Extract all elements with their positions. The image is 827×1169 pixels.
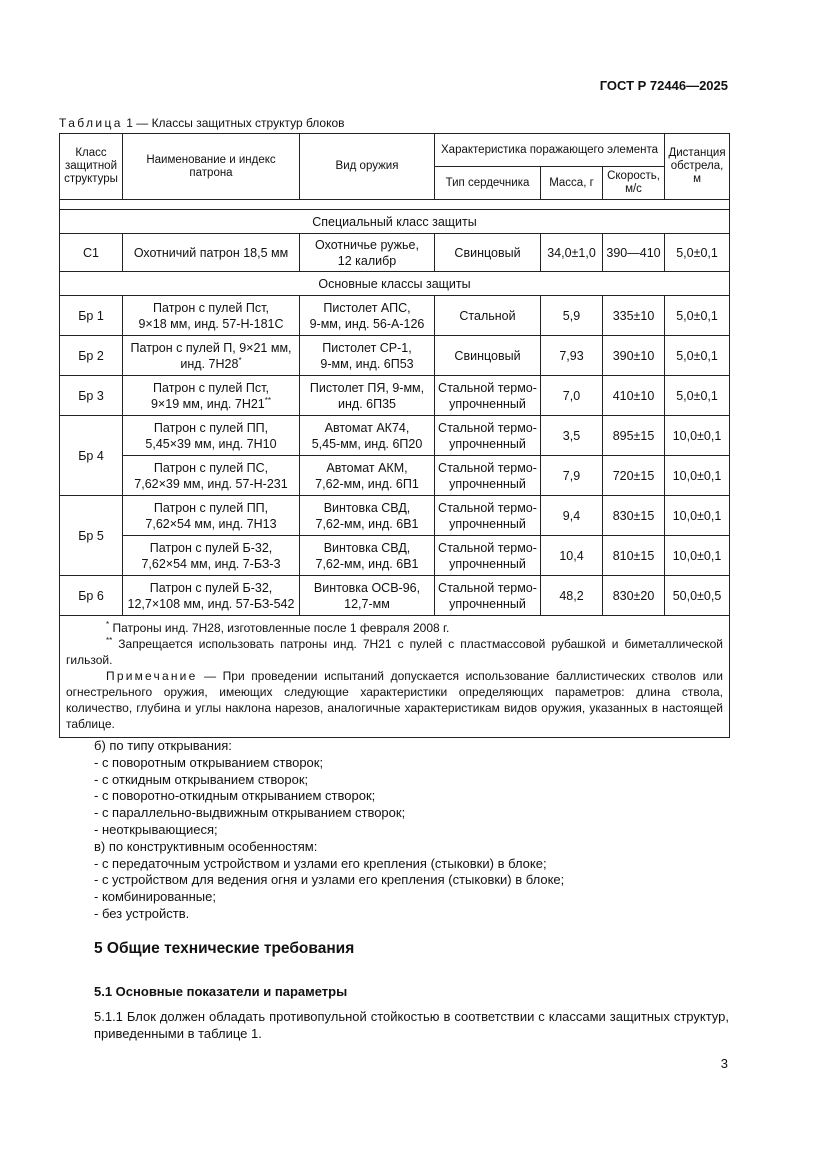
cell-speed: 830±15 xyxy=(603,496,665,536)
cell-distance: 5,0±0,1 xyxy=(665,376,730,416)
cell-name: Охотничий патрон 18,5 мм xyxy=(123,234,300,272)
header-distance: Дистанция обстрела, м xyxy=(665,134,730,200)
cell-weapon: Охотничье ружье, 12 калибр xyxy=(300,234,435,272)
list-item: - неоткрывающиеся; xyxy=(94,821,218,837)
cell-weapon: Винтовка ОСВ-96, 12,7-мм xyxy=(300,576,435,616)
cell-distance: 10,0±0,1 xyxy=(665,416,730,456)
cell-speed: 720±15 xyxy=(603,456,665,496)
cell-name: Патрон с пулей ПП, 5,45×39 мм, инд. 7Н10 xyxy=(123,416,300,456)
cell-class: Бр 5 xyxy=(60,496,123,576)
table-caption xyxy=(59,116,345,130)
header-characteristic: Характеристика поражающего элемента xyxy=(435,134,665,167)
protection-classes-table xyxy=(59,133,730,738)
cell-mass: 5,9 xyxy=(541,296,603,336)
cell-distance: 50,0±0,5 xyxy=(665,576,730,616)
cell-speed: 830±20 xyxy=(603,576,665,616)
list-item: - без устройств. xyxy=(94,905,190,921)
cell-distance: 10,0±0,1 xyxy=(665,496,730,536)
header-name: Наименование и индекс патрона xyxy=(123,134,300,200)
cell-class: Бр 6 xyxy=(60,576,123,616)
list-item: - с передаточным устройством и узлами его крепления (стыковки) в блоке; xyxy=(94,855,547,871)
cell-core: Свинцовый xyxy=(435,234,541,272)
cell-weapon: Пистолет СР-1, 9-мм, инд. 6П53 xyxy=(300,336,435,376)
header-core: Тип сердечника xyxy=(435,167,541,200)
table-row xyxy=(60,376,730,416)
section-main: Основные классы защиты xyxy=(60,272,730,296)
cell-name: Патрон с пулей Б-32, 7,62×54 мм, инд. 7-БЗ-3 xyxy=(123,536,300,576)
table-row xyxy=(60,536,730,576)
header-speed: Скорость, м/с xyxy=(603,167,665,200)
cell-mass: 9,4 xyxy=(541,496,603,536)
table-row xyxy=(60,576,730,616)
section-title: 5 Общие технические требования xyxy=(94,940,355,957)
cell-class: Бр 3 xyxy=(60,376,123,416)
cell-weapon: Пистолет АПС, 9-мм, инд. 56-А-126 xyxy=(300,296,435,336)
cell-mass: 7,93 xyxy=(541,336,603,376)
table-note: Примечание — При проведении испытаний допускается использование баллистических стволов или огнестрельного оружия, имеющих следующие характеристики определяющих параметров: длина ствола, количество, глубина и углы наклона нарезов, аналогичные характеристикам видов оружия, указанных в настоящей таблице. xyxy=(66,669,724,731)
cell-core: Стальной термо- упрочненный xyxy=(435,376,541,416)
cell-speed: 810±15 xyxy=(603,536,665,576)
cell-speed: 410±10 xyxy=(603,376,665,416)
cell-class: Бр 1 xyxy=(60,296,123,336)
cell-name: Патрон с пулей Пст, 9×18 мм, инд. 57-Н-181С xyxy=(123,296,300,336)
footnote-2: ** Запрещается использовать патроны инд. 7Н21 с пулей с пластмассовой рубашкой и биметаллической гильзой. xyxy=(66,636,724,667)
list-item: - с поворотным открыванием створок; xyxy=(94,754,324,770)
list-v-title: в) по конструктивным особенностям: xyxy=(94,838,318,854)
cell-name: Патрон с пулей П, 9×21 мм, инд. 7Н28* xyxy=(123,336,300,376)
cell-mass: 10,4 xyxy=(541,536,603,576)
cell-speed: 335±10 xyxy=(603,296,665,336)
cell-mass: 7,0 xyxy=(541,376,603,416)
cell-distance: 5,0±0,1 xyxy=(665,234,730,272)
header-class: Класс защитной структуры xyxy=(60,134,123,200)
cell-speed: 390±10 xyxy=(603,336,665,376)
table-notes xyxy=(60,616,730,738)
cell-mass: 7,9 xyxy=(541,456,603,496)
table-row xyxy=(60,496,730,536)
header-mass: Масса, г xyxy=(541,167,603,200)
cell-core: Стальной термо- упрочненный xyxy=(435,496,541,536)
page-number: 3 xyxy=(720,1056,728,1071)
cell-weapon: Винтовка СВД, 7,62-мм, инд. 6В1 xyxy=(300,536,435,576)
footnote-1: * Патроны инд. 7Н28, изготовленные после 1 февраля 2008 г. xyxy=(106,620,450,635)
cell-name: Патрон с пулей ПП, 7,62×54 мм, инд. 7Н13 xyxy=(123,496,300,536)
cell-mass: 48,2 xyxy=(541,576,603,616)
cell-mass: 3,5 xyxy=(541,416,603,456)
list-item: - с устройством для ведения огня и узлами его крепления (стыковки) в блоке; xyxy=(94,872,565,888)
cell-weapon: Автомат АК74, 5,45-мм, инд. 6П20 xyxy=(300,416,435,456)
cell-weapon: Пистолет ПЯ, 9-мм, инд. 6П35 xyxy=(300,376,435,416)
list-b-title: б) по типу открывания: xyxy=(94,738,232,753)
table-row xyxy=(60,234,730,272)
cell-weapon: Винтовка СВД, 7,62-мм, инд. 6В1 xyxy=(300,496,435,536)
cell-speed: 390—410 xyxy=(603,234,665,272)
table-row xyxy=(60,456,730,496)
table-row xyxy=(60,336,730,376)
cell-core: Стальной термо- упрочненный xyxy=(435,576,541,616)
table-caption-text: — Классы защитных структур блоков xyxy=(136,116,345,130)
cell-distance: 10,0±0,1 xyxy=(665,456,730,496)
section-special: Специальный класс защиты xyxy=(60,210,730,234)
paragraph-5-1-1: 5.1.1 Блок должен обладать противопульной стойкостью в соответствии с классами защитных структур, приведенными в таблице 1. xyxy=(94,1009,729,1041)
list-item: - с откидным открыванием створок; xyxy=(94,771,309,787)
cell-core: Стальной xyxy=(435,296,541,336)
cell-weapon: Автомат АКМ, 7,62-мм, инд. 6П1 xyxy=(300,456,435,496)
cell-class: С1 xyxy=(60,234,123,272)
header-separator xyxy=(60,200,730,210)
cell-class: Бр 2 xyxy=(60,336,123,376)
table-caption-number: 1 xyxy=(126,116,133,130)
table-caption-prefix: Таблица xyxy=(59,116,123,130)
classification-lists xyxy=(94,738,729,923)
cell-class: Бр 4 xyxy=(60,416,123,496)
cell-core: Стальной термо- упрочненный xyxy=(435,536,541,576)
cell-core: Стальной термо- упрочненный xyxy=(435,456,541,496)
cell-core: Свинцовый xyxy=(435,336,541,376)
cell-distance: 10,0±0,1 xyxy=(665,536,730,576)
table-row xyxy=(60,296,730,336)
cell-name: Патрон с пулей ПС, 7,62×39 мм, инд. 57-Н-231 xyxy=(123,456,300,496)
cell-distance: 5,0±0,1 xyxy=(665,336,730,376)
cell-core: Стальной термо- упрочненный xyxy=(435,416,541,456)
cell-speed: 895±15 xyxy=(603,416,665,456)
list-item: - с поворотно-откидным открыванием створок; xyxy=(94,788,376,804)
subsection-title: 5.1 Основные показатели и параметры xyxy=(94,984,348,999)
table-row xyxy=(60,416,730,456)
list-item: - с параллельно-выдвижным открыванием створок; xyxy=(94,805,406,821)
cell-mass: 34,0±1,0 xyxy=(541,234,603,272)
header-weapon: Вид оружия xyxy=(300,134,435,200)
cell-name: Патрон с пулей Пст, 9×19 мм, инд. 7Н21** xyxy=(123,376,300,416)
document-code: ГОСТ Р 72446—2025 xyxy=(599,78,728,93)
list-item: - комбинированные; xyxy=(94,889,216,905)
cell-distance: 5,0±0,1 xyxy=(665,296,730,336)
cell-name: Патрон с пулей Б-32, 12,7×108 мм, инд. 57-БЗ-542 xyxy=(123,576,300,616)
